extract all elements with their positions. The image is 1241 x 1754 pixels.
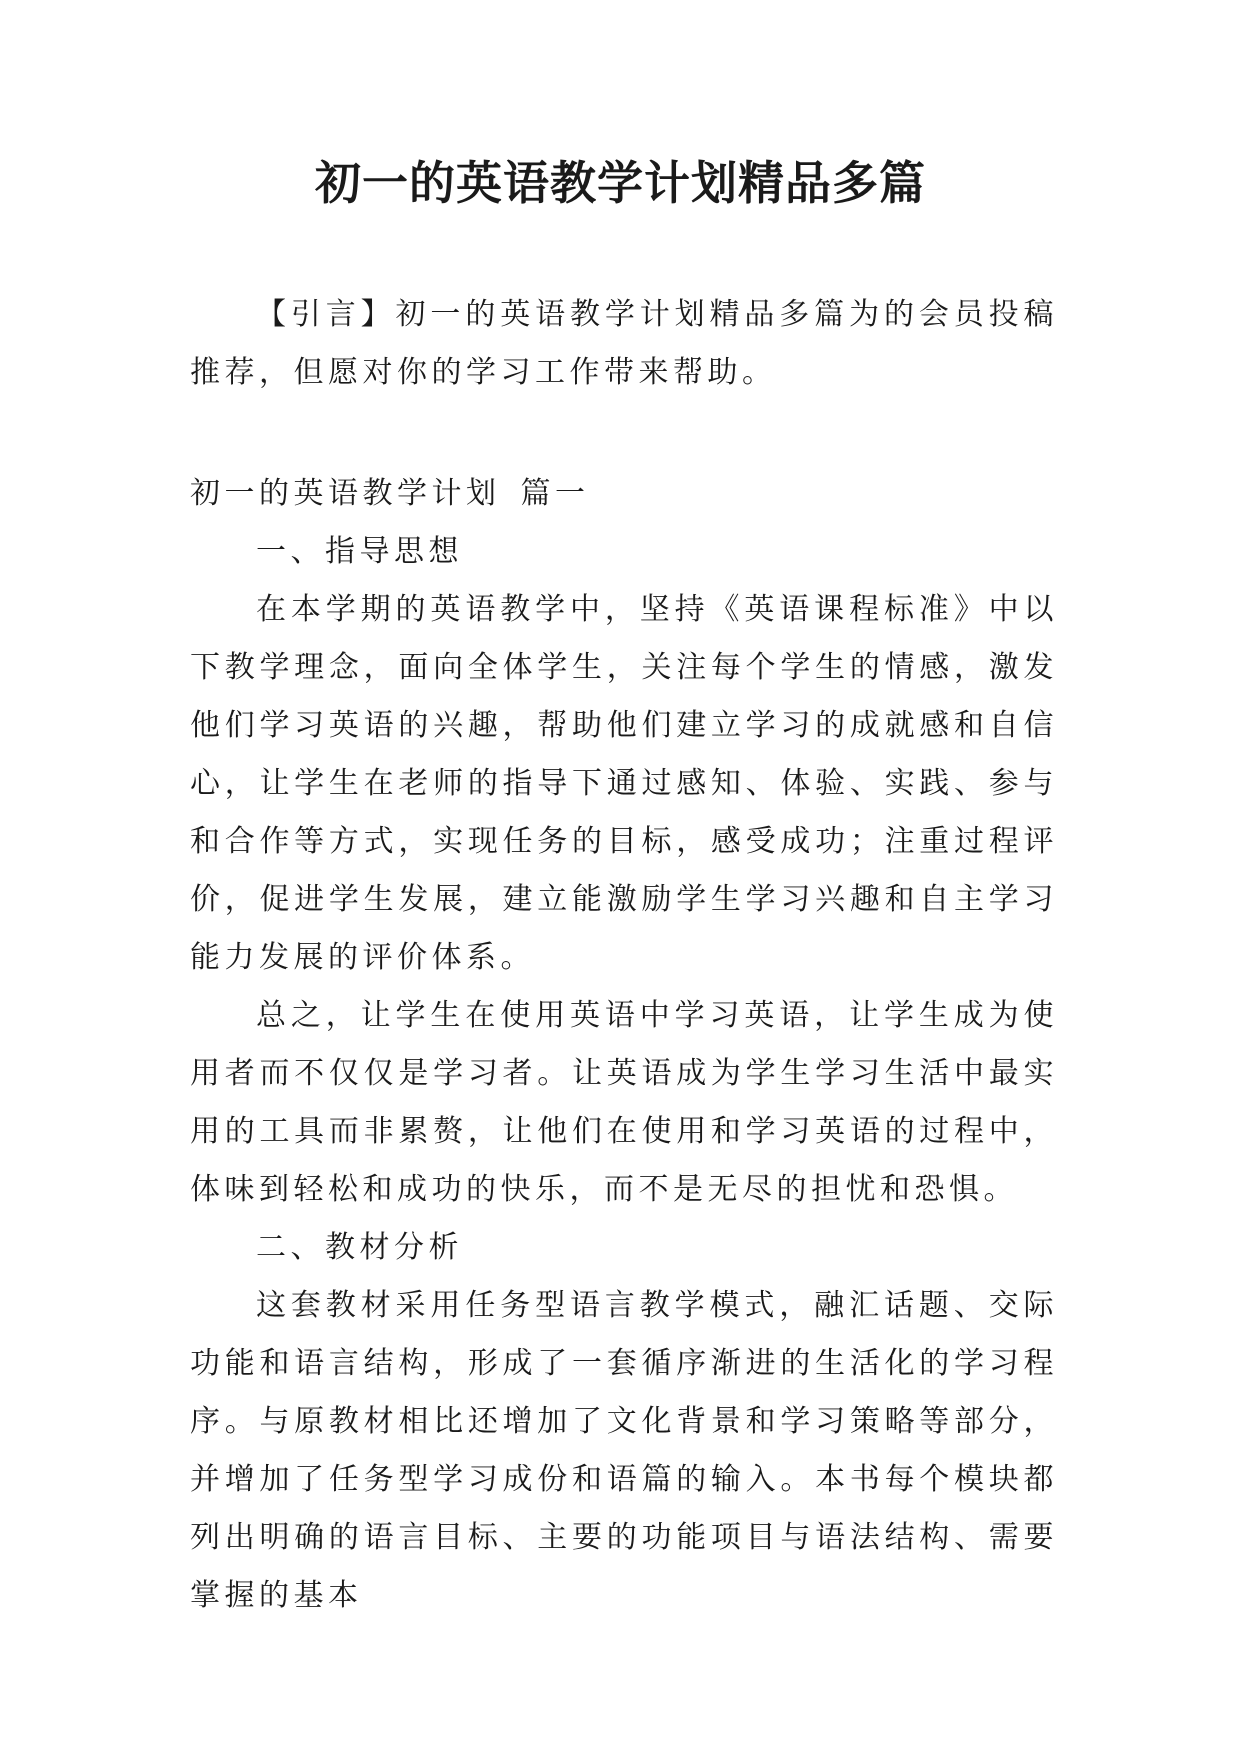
paragraph-textbook-analysis: 这套教材采用任务型语言教学模式，融汇话题、交际功能和语言结构，形成了一套循序渐进的生活化的学习程序。与原教材相比还增加了文化背景和学习策略等部分，并增加了任务型学习成份和语篇的输入。本书每个模块都列出明确的语言目标、主要的功能项目与语法结构、需要掌握的基本 [190, 1288, 1058, 1613]
section-subtitle: 篇一 [520, 476, 590, 511]
document-content [190, 523, 1058, 1625]
heading-guiding-ideology: 一、指导思想 [256, 534, 463, 569]
section-title: 初一的英语教学计划 [190, 476, 501, 511]
section-heading [190, 465, 590, 523]
paragraph-teaching-philosophy: 在本学期的英语教学中，坚持《英语课程标准》中以下教学理念，面向全体学生，关注每个学生的情感，激发他们学习英语的兴趣，帮助他们建立学习的成就感和自信心，让学生在老师的指导下通过感知、体验、实践、参与和合作等方式，实现任务的目标，感受成功；注重过程评价，促进学生发展，建立能激励学生学习兴趣和自主学习能力发展的评价体系。 [190, 592, 1058, 975]
paragraph-summary: 总之，让学生在使用英语中学习英语，让学生成为使用者而不仅仅是学习者。让英语成为学生学习生活中最实用的工具而非累赘，让他们在使用和学习英语的过程中，体味到轻松和成功的快乐，而不是无尽的担忧和恐惧。 [190, 998, 1058, 1207]
document-title: 初一的英语教学计划精品多篇 [315, 156, 926, 210]
heading-textbook-analysis: 二、教材分析 [256, 1230, 463, 1265]
intro-paragraph: 【引言】初一的英语教学计划精品多篇为的会员投稿推荐，但愿对你的学习工作带来帮助。 [190, 297, 1058, 390]
